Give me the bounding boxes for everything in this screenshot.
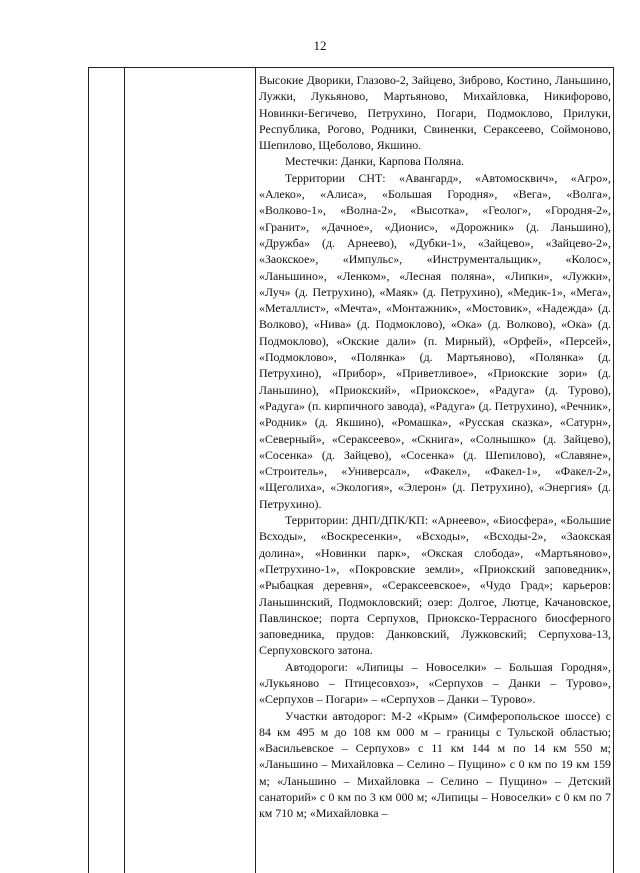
page-number: 12 <box>313 38 327 53</box>
column-divider <box>124 68 125 873</box>
column-divider <box>255 68 256 873</box>
paragraph-highway-sections: Участки автодорог: М-2 «Крым» (Симферопольское шоссе) с 84 км 495 м до 108 км 000 м – границы с Тульской областью; «Васильевское – Серпухов» с 11 км 144 м по 14 км 550 м; «Ланьшино – Михайловка – Селино – Пущино» с 0 км по 19 км 159 м; «Ланьшино – Михайловка – Селино – Пущино» – Детский санаторий» с 0 км по 3 км 000 м; «Липицы – Новоселки» с 0 км по 7 км 710 м; «Михайловка – <box>259 708 611 821</box>
paragraph-highways: Автодороги: «Липицы – Новоселки» – Большая Городня», «Лукьяново – Птицесовхоз», «Серпухов – Данки – Турово», «Серпухов – Погари» – «Серпухов – Данки – Турово». <box>259 659 611 707</box>
paragraph-villages: Высокие Дворики, Глазово-2, Зайцево, Зиброво, Костино, Ланьшино, Лужки, Лукьяново, Мартьяново, Михайловка, Никифорово, Новинки-Бегичево, Петрухино, Погари, Подмоклово, Прилуки, Республика, Рогово, Родники, Свиненки, Сераксеево, Соймоново, Шепилово, Щеболово, Якшино. <box>259 73 611 153</box>
paragraph-snt-territories: Территории СНТ: «Авангард», «Автомосквич», «Агро», «Алеко», «Алиса», «Большая Городня», «Вега», «Волга», «Волково-1», «Волна-2», «Высотка», «Геолог», «Городня-2», «Гранит», «Дачное», «Дионис», «Дорожник» (д. Ланьшино), «Дружба» (д. Арнеево), «Дубки-1», «Зайцево», «Зайцево-2», «Заокское», «Импульс», «Инструментальщик», «Колос», «Ланьшино», «Ленком», «Лесная поляна», «Липки», «Лужки», «Луч» (д. Петрухино), «Маяк» (д. Петрухино), «Медик-1», «Мега», «Металлист», «Мечта», «Монтажник», «Мостовик», «Надежда» (д. Волково), «Нива» (д. Подмоклово), «Ока» (д. Волково), «Ока» (д. Подмоклово), «Окские дали» (п. Мирный), «Орфей», «Персей», «Подмоклово», «Полянка» (д. Мартьяново), «Полянка» (д. Петрухино), «Прибор», «Приветливое», «Приокские зори» (д. Ланьшино), «Приокский», «Приокское», «Радуга» (д. Турово), «Радуга» (п. кирпичного завода), «Радуга» (д. Петрухино), «Речник», «Родник» (д. Якшино), «Ромашка», «Русская сказка», «Сатурн», «Северный», «Сераксеево», «Скнига», «Солнышко» (д. Зайцево), «Сосенка» (д. Зайцево), «Сосенка» (д. Шепилово), «Славяне», «Строитель», «Универсал», «Факел», «Факел-1», «Факел-2», «Щеголиха», «Экология», «Элерон» (д. Петрухино), «Энергия» (д. Петрухино). <box>259 170 611 511</box>
text-cell <box>259 72 611 822</box>
content-table <box>88 67 614 873</box>
paragraph-dnp-territories: Территории: ДНП/ДПК/КП: «Арнеево», «Биосфера», «Большие Всходы», «Воскресенки», «Всходы», «Всходы-2», «Заокская долина», «Новинки парк», «Окская слобода», «Мартьяново», «Петрухино-1», «Покровские земли», «Приокский заповедник», «Рыбацкая деревня», «Сераксеевское», «Чудо Град»; карьеров: Ланьшинский, Подмокловский; озер: Долгое, Лютце, Качановское, Павлинское; порта Серпухов, Приокско-Террасного биосферного заповедника, прудов: Данковский, Лужковский; Серпухова-13, Серпуховского затона. <box>259 513 611 658</box>
paragraph-hamlets: Местечки: Данки, Карпова Поляна. <box>285 154 465 169</box>
